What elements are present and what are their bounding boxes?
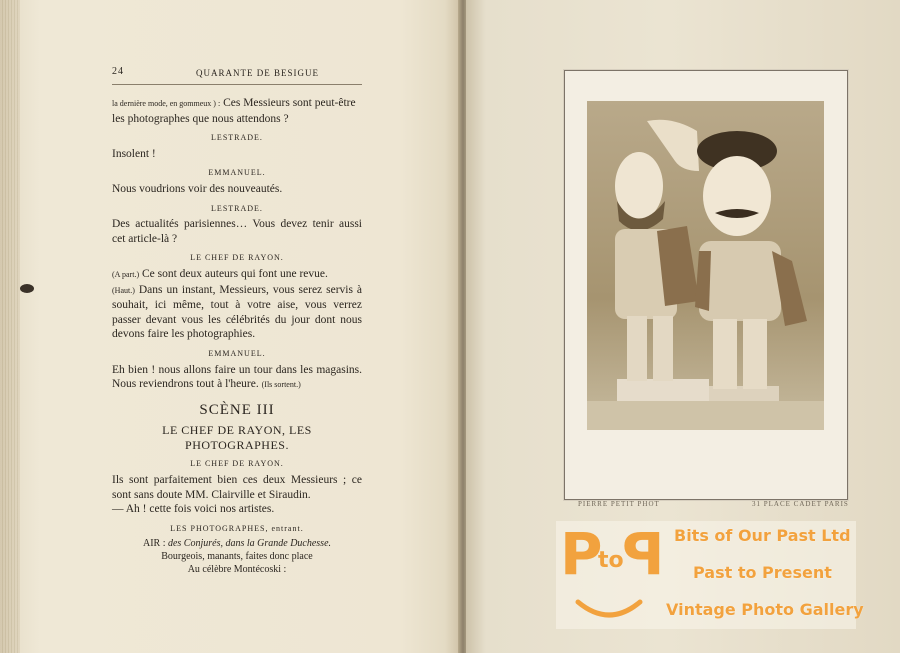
page-edges [0,0,20,653]
photo-figures [587,101,824,430]
photo-credit-right: 31 PLACE CADET PARIS [752,500,849,508]
verse-line: Au célèbre Montécoski : [187,564,287,576]
speaker-name: EMMANUEL. [208,348,266,358]
speaker-name: LE CHEF DE RAYON. [190,253,284,263]
text-line: les photographes que nous attendons ? [112,112,289,125]
text-line: Insolent ! [112,147,156,160]
page-number: 24 [112,66,124,77]
caricature-photograph [587,101,824,430]
text-line: — Ah ! cette fois voici nos artistes. [112,503,275,516]
speaker-name: LES PHOTOGRAPHES, entrant. [170,523,304,533]
text-line: (A part.) Ce sont deux auteurs qui font une revue. [112,267,328,280]
watermark-logo-letter: to [598,548,624,573]
scene-title: SCÈNE III [199,401,275,418]
speaker-name: EMMANUEL. [208,168,266,178]
speaker-name: LESTRADE. [211,203,263,213]
speaker-name: LE CHEF DE RAYON. [190,459,284,469]
air-line: AIR : des Conjurés, dans la Grande Duchesse. [142,538,332,550]
scene-cast: LE CHEF DE RAYON, LES PHOTOGRAPHES. [162,423,312,452]
text-line: la dernière mode, en gommeux ) : Ces Messieurs sont peut-être [112,97,356,109]
watermark-line-1: Bits of Our Past Ltd [674,526,851,545]
verse-line: Bourgeois, manants, faites donc place [161,551,313,563]
watermark-line-3: Vintage Photo Gallery [666,600,864,619]
stage-direction: (A part.) [112,269,140,279]
binding-hole [20,284,34,293]
text-line: Eh bien ! nous allons faire un tour dans les magasins. Nous reviendrons tout à l'heure. (Ils sortent.) [112,363,362,391]
photo-credit-left: PIERRE PETIT PHOT [578,500,660,508]
watermark-smile-icon [574,596,644,626]
text-line: Nous voudrions voir des nouveautés. [112,182,283,195]
stage-direction: (Ils sortent.) [261,380,301,390]
stage-direction: la dernière mode, en gommeux ) : [112,99,221,108]
text-line: Des actualités parisiennes… Vous devez tenir aussi cet article-là ? [112,218,362,245]
speaker-name: LESTRADE. [211,133,263,143]
running-head: QUARANTE DE BESIGUE [196,68,319,78]
watermark-line-2: Past to Present [693,563,832,582]
text-line: (Haut.) Dans un instant, Messieurs, vous serez servis à souhait, ici même, tout à votre aise, vous verrez passer devant vous les célébrités du jour dont nous devons faire les photographies. [112,283,363,341]
page-header [112,62,362,85]
text-line: Ils sont parfaitement bien ces deux Messieurs ; ce sont sans doute MM. Clairville et Siraudin. [112,474,362,501]
stage-direction: (Haut.) [112,285,135,295]
play-text [112,96,362,576]
watermark-logo-letter: P [622,520,665,588]
watermark-logo-letter: P [560,520,603,588]
